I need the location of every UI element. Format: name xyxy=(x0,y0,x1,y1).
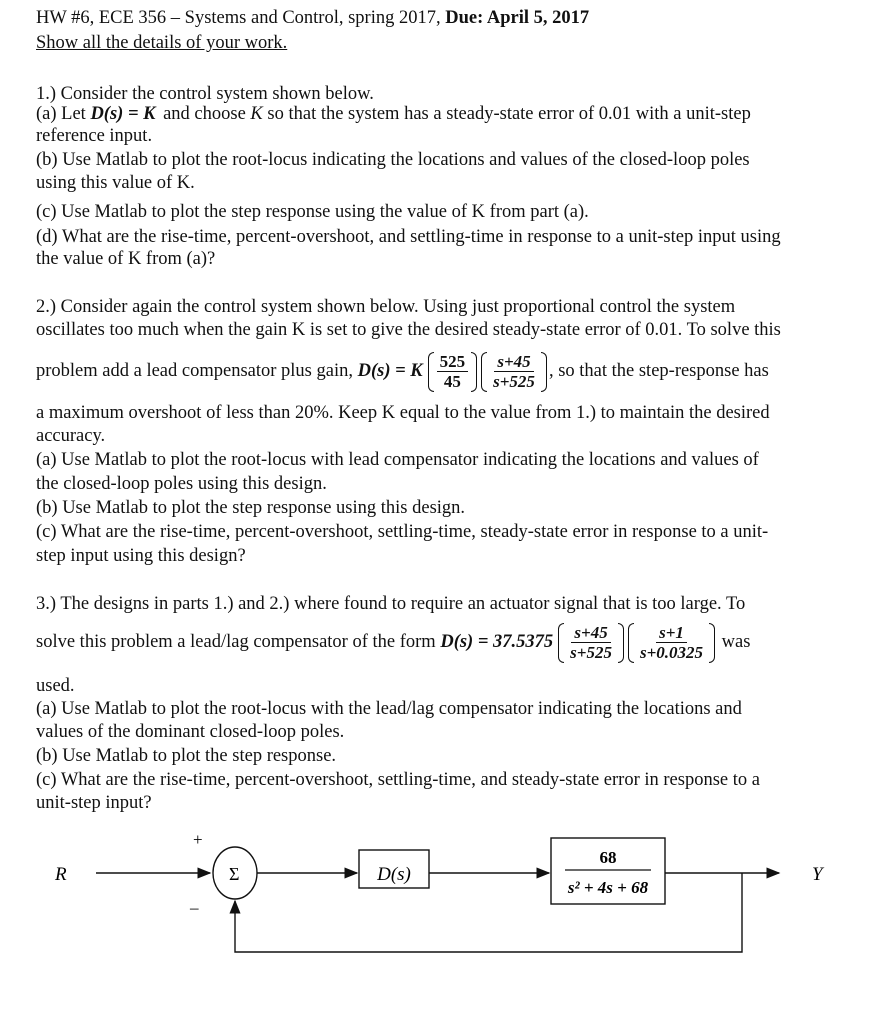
q3-part-b: (b) Use Matlab to plot the step response. xyxy=(36,746,337,766)
q1-part-b: (b) Use Matlab to plot the root-locus indicating the locations and values of the closed-loop poles xyxy=(36,150,750,170)
right-paren xyxy=(541,352,547,392)
left-paren xyxy=(481,352,487,392)
left-paren xyxy=(628,623,634,663)
q1-line: 1.) Consider the control system shown below. xyxy=(36,84,374,104)
fraction xyxy=(490,352,538,391)
q1-line: the value of K from (a)? xyxy=(36,249,216,269)
plus-sign: + xyxy=(193,830,203,849)
denominator: s+0.0325 xyxy=(639,643,704,663)
q1-part-a xyxy=(36,103,751,125)
numerator: s+1 xyxy=(656,623,687,643)
text: problem add a lead compensator plus gain, xyxy=(36,361,358,381)
denominator: 45 xyxy=(443,372,461,392)
q2-line: accuracy. xyxy=(36,426,106,446)
output-label: Y xyxy=(812,864,823,885)
fraction xyxy=(637,623,706,662)
variable: K xyxy=(250,104,263,124)
plant-denominator: s² + 4s + 68 xyxy=(567,878,649,897)
q3-part-c: (c) What are the rise-time, percent-overshoot, settling-time, and steady-state error in response to a xyxy=(36,770,760,790)
text: and choose xyxy=(158,104,251,124)
right-paren xyxy=(471,352,477,392)
plant-numerator: 68 xyxy=(599,848,617,867)
q3-line: values of the dominant closed-loop poles. xyxy=(36,722,345,742)
text: solve this problem a lead/lag compensator of the form xyxy=(36,632,441,652)
q1-part-c: (c) Use Matlab to plot the step response using the value of K from part (a). xyxy=(36,202,589,222)
input-label: R xyxy=(55,864,67,885)
text: so that the system has a steady-state error of 0.01 with a unit-step xyxy=(262,104,751,124)
summing-junction xyxy=(213,847,257,899)
text: was xyxy=(717,632,751,652)
q1-line: reference input. xyxy=(36,126,153,146)
q2-part-b: (b) Use Matlab to plot the step response using this design. xyxy=(36,498,466,518)
left-paren xyxy=(428,352,434,392)
equation: D(s) = 37.5375 xyxy=(440,632,554,652)
q3-line: 3.) The designs in parts 1.) and 2.) where found to require an actuator signal that is too large. To xyxy=(36,594,746,614)
controller-block xyxy=(359,850,429,888)
q3-line: unit-step input? xyxy=(36,793,152,813)
q1-part-d: (d) What are the rise-time, percent-overshoot, and settling-time in response to a unit-step input using xyxy=(36,227,781,247)
q2-line: the closed-loop poles using this design. xyxy=(36,474,327,494)
title-text: HW #6, ECE 356 – Systems and Control, spring 2017, xyxy=(36,8,446,28)
due-date: Due: April 5, 2017 xyxy=(445,8,590,28)
q3-line: used. xyxy=(36,676,75,696)
q3-part-a: (a) Use Matlab to plot the root-locus with the lead/lag compensator indicating the locations and xyxy=(36,699,742,719)
q2-line: oscillates too much when the gain K is set to give the desired steady-state error of 0.01. To solve this xyxy=(36,320,781,340)
q2-part-a: (a) Use Matlab to plot the root-locus with lead compensator indicating the locations and values of xyxy=(36,450,759,470)
right-paren xyxy=(618,623,624,663)
equation: D(s) = K xyxy=(357,361,423,381)
controller-label: D(s) xyxy=(377,864,411,885)
text: (a) Let xyxy=(36,104,91,124)
q2-line: 2.) Consider again the control system shown below. Using just proportional control the system xyxy=(36,297,736,317)
minus-sign: – xyxy=(190,898,199,917)
fraction xyxy=(567,623,615,662)
document-title xyxy=(36,7,589,29)
left-paren xyxy=(558,623,564,663)
q2-line: step input using this design? xyxy=(36,546,246,566)
q1-line: using this value of K. xyxy=(36,173,195,193)
instruction: Show all the details of your work. xyxy=(36,33,288,53)
feedback-arrow xyxy=(235,873,742,952)
q2-line: a maximum overshoot of less than 20%. Keep K equal to the value from 1.) to maintain the desired xyxy=(36,403,770,423)
sigma-symbol: Σ xyxy=(229,864,240,884)
fraction xyxy=(437,352,469,391)
numerator: s+45 xyxy=(571,623,610,643)
numerator: 525 xyxy=(437,352,469,372)
denominator: s+525 xyxy=(493,372,535,392)
right-paren xyxy=(709,623,715,663)
numerator: s+45 xyxy=(494,352,533,372)
q3-equation-line xyxy=(36,619,750,665)
q2-part-c: (c) What are the rise-time, percent-overshoot, settling-time, steady-state error in response to a unit- xyxy=(36,522,769,542)
equation: D(s) = K xyxy=(90,104,156,124)
plant-block xyxy=(551,838,665,904)
denominator: s+525 xyxy=(570,643,612,663)
q2-equation-line xyxy=(36,348,769,394)
text: , so that the step-response has xyxy=(548,361,769,381)
